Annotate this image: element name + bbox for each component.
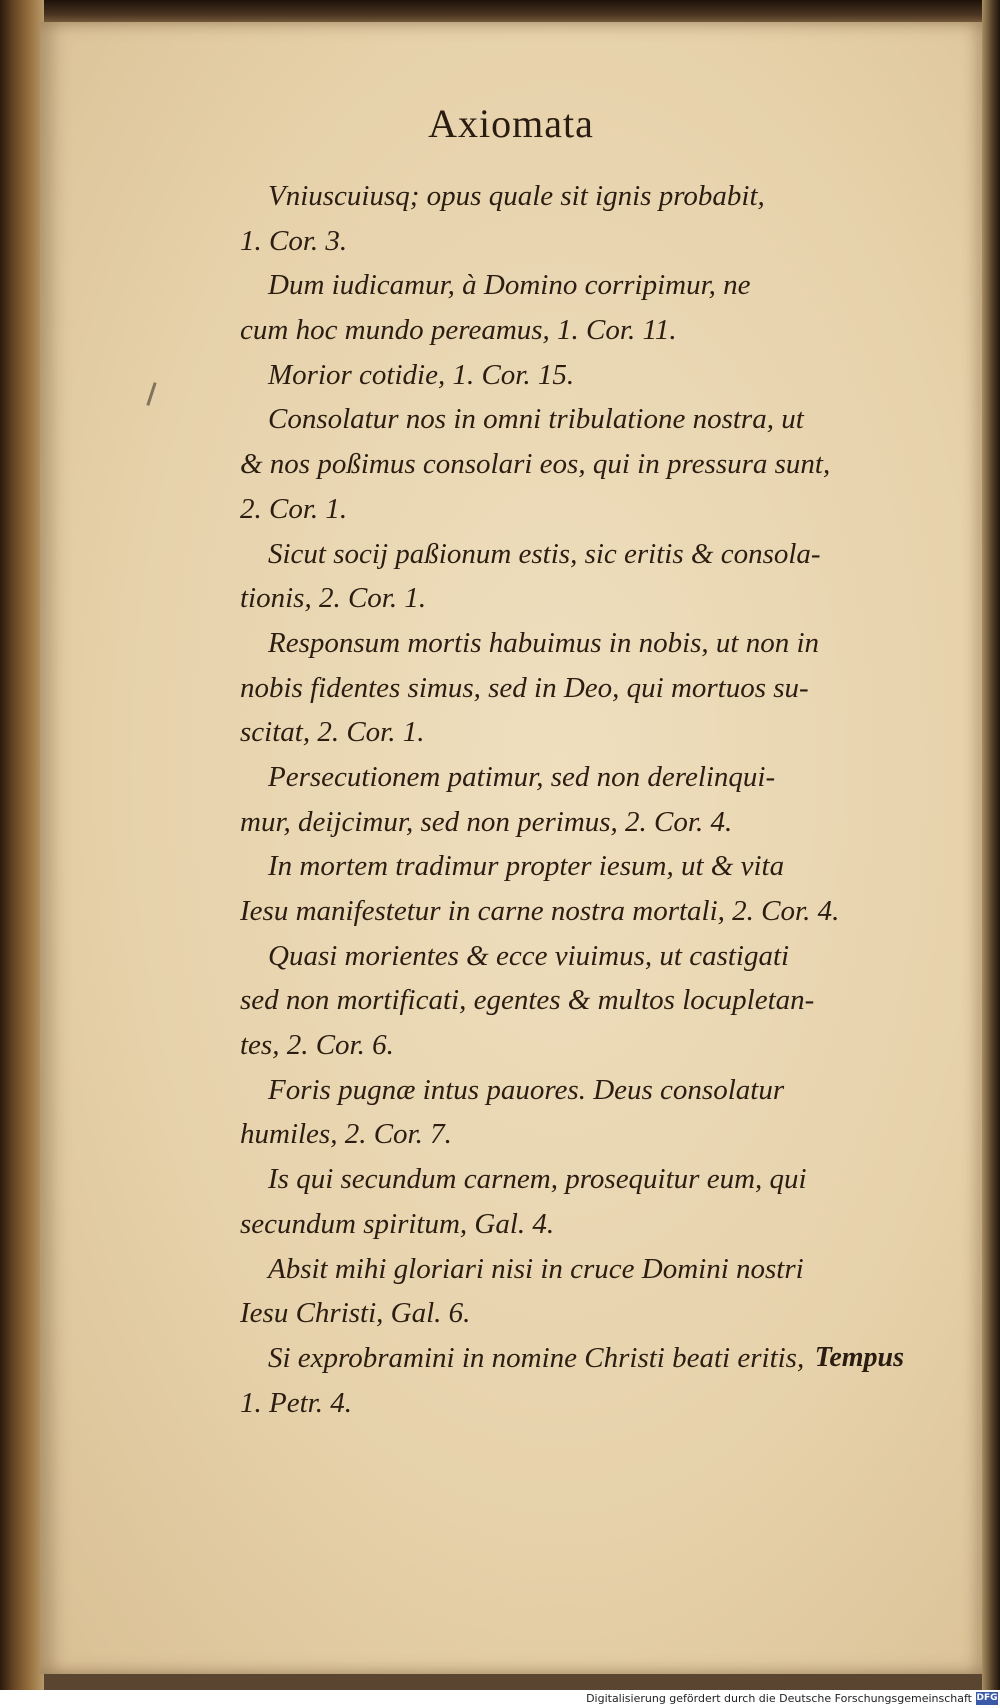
text-line: & nos poßimus consolari eos, qui in pressura sunt, (240, 448, 831, 481)
text-line: Si exprobramini in nomine Christi beati eritis, (268, 1341, 805, 1374)
text-line: tionis, 2. Cor. 1. (240, 582, 427, 615)
text-line: secundum spiritum, Gal. 4. (240, 1207, 555, 1240)
text-line: cum hoc mundo pereamus, 1. Cor. 11. (240, 314, 677, 347)
text-line: Quasi morientes & ecce viuimus, ut castigati (268, 939, 790, 972)
text-line: nobis fidentes simus, sed in Deo, qui mortuos su- (240, 671, 809, 704)
text-line: tes, 2. Cor. 6. (240, 1029, 394, 1062)
pencil-mark (146, 382, 156, 406)
running-head: Axiomata (428, 101, 594, 146)
text-line: Morior cotidie, 1. Cor. 15. (268, 358, 575, 391)
text-line: Iesu Christi, Gal. 6. (240, 1297, 471, 1330)
book-top-edge (0, 0, 1000, 24)
text-line: 1. Cor. 3. (240, 224, 348, 257)
text-line: mur, deijcimur, sed non perimus, 2. Cor. 4. (240, 805, 733, 838)
text-line: Dum iudicamur, à Domino corripimur, ne (268, 269, 751, 302)
text-line: Is qui secundum carnem, prosequitur eum, qui (268, 1163, 807, 1196)
text-line: Foris pugnæ intus pauores. Deus consolatur (268, 1073, 785, 1106)
book-page (40, 22, 982, 1674)
text-line: 2. Cor. 1. (240, 492, 348, 525)
text-line: sed non mortificati, egentes & multos locupletan- (240, 984, 815, 1017)
text-line: Absit mihi gloriari nisi in cruce Domini nostri (268, 1252, 804, 1285)
text-line: In mortem tradimur propter iesum, ut & vita (268, 850, 785, 883)
text-block (240, 174, 960, 1425)
dfg-logo: DFG (976, 1693, 998, 1703)
text-line: Vniuscuiusq; opus quale sit ignis probabit, (268, 180, 765, 212)
text-line: Persecutionem patimur, sed non derelinqui- (268, 760, 776, 793)
text-line: Responsum mortis habuimus in nobis, ut non in (268, 626, 820, 659)
text-line: scitat, 2. Cor. 1. (240, 716, 425, 749)
catchword: Tempus (814, 1342, 904, 1373)
text-line: Consolatur nos in omni tribulatione nostra, ut (268, 403, 804, 436)
footer-bar (0, 1690, 1000, 1708)
text-line: Iesu manifestetur in carne nostra mortali, 2. Cor. 4. (240, 895, 840, 927)
book-spine-edge (0, 0, 44, 1690)
footer-credit: Digitalisierung gefördert durch die Deutsche Forschungsgemeinschaft (586, 1692, 972, 1705)
book-fore-edge (982, 0, 1000, 1690)
text-line: 1. Petr. 4. (240, 1386, 352, 1419)
text-line: Sicut socij paßionum estis, sic eritis & consola- (268, 537, 821, 570)
text-line: humiles, 2. Cor. 7. (240, 1118, 452, 1151)
